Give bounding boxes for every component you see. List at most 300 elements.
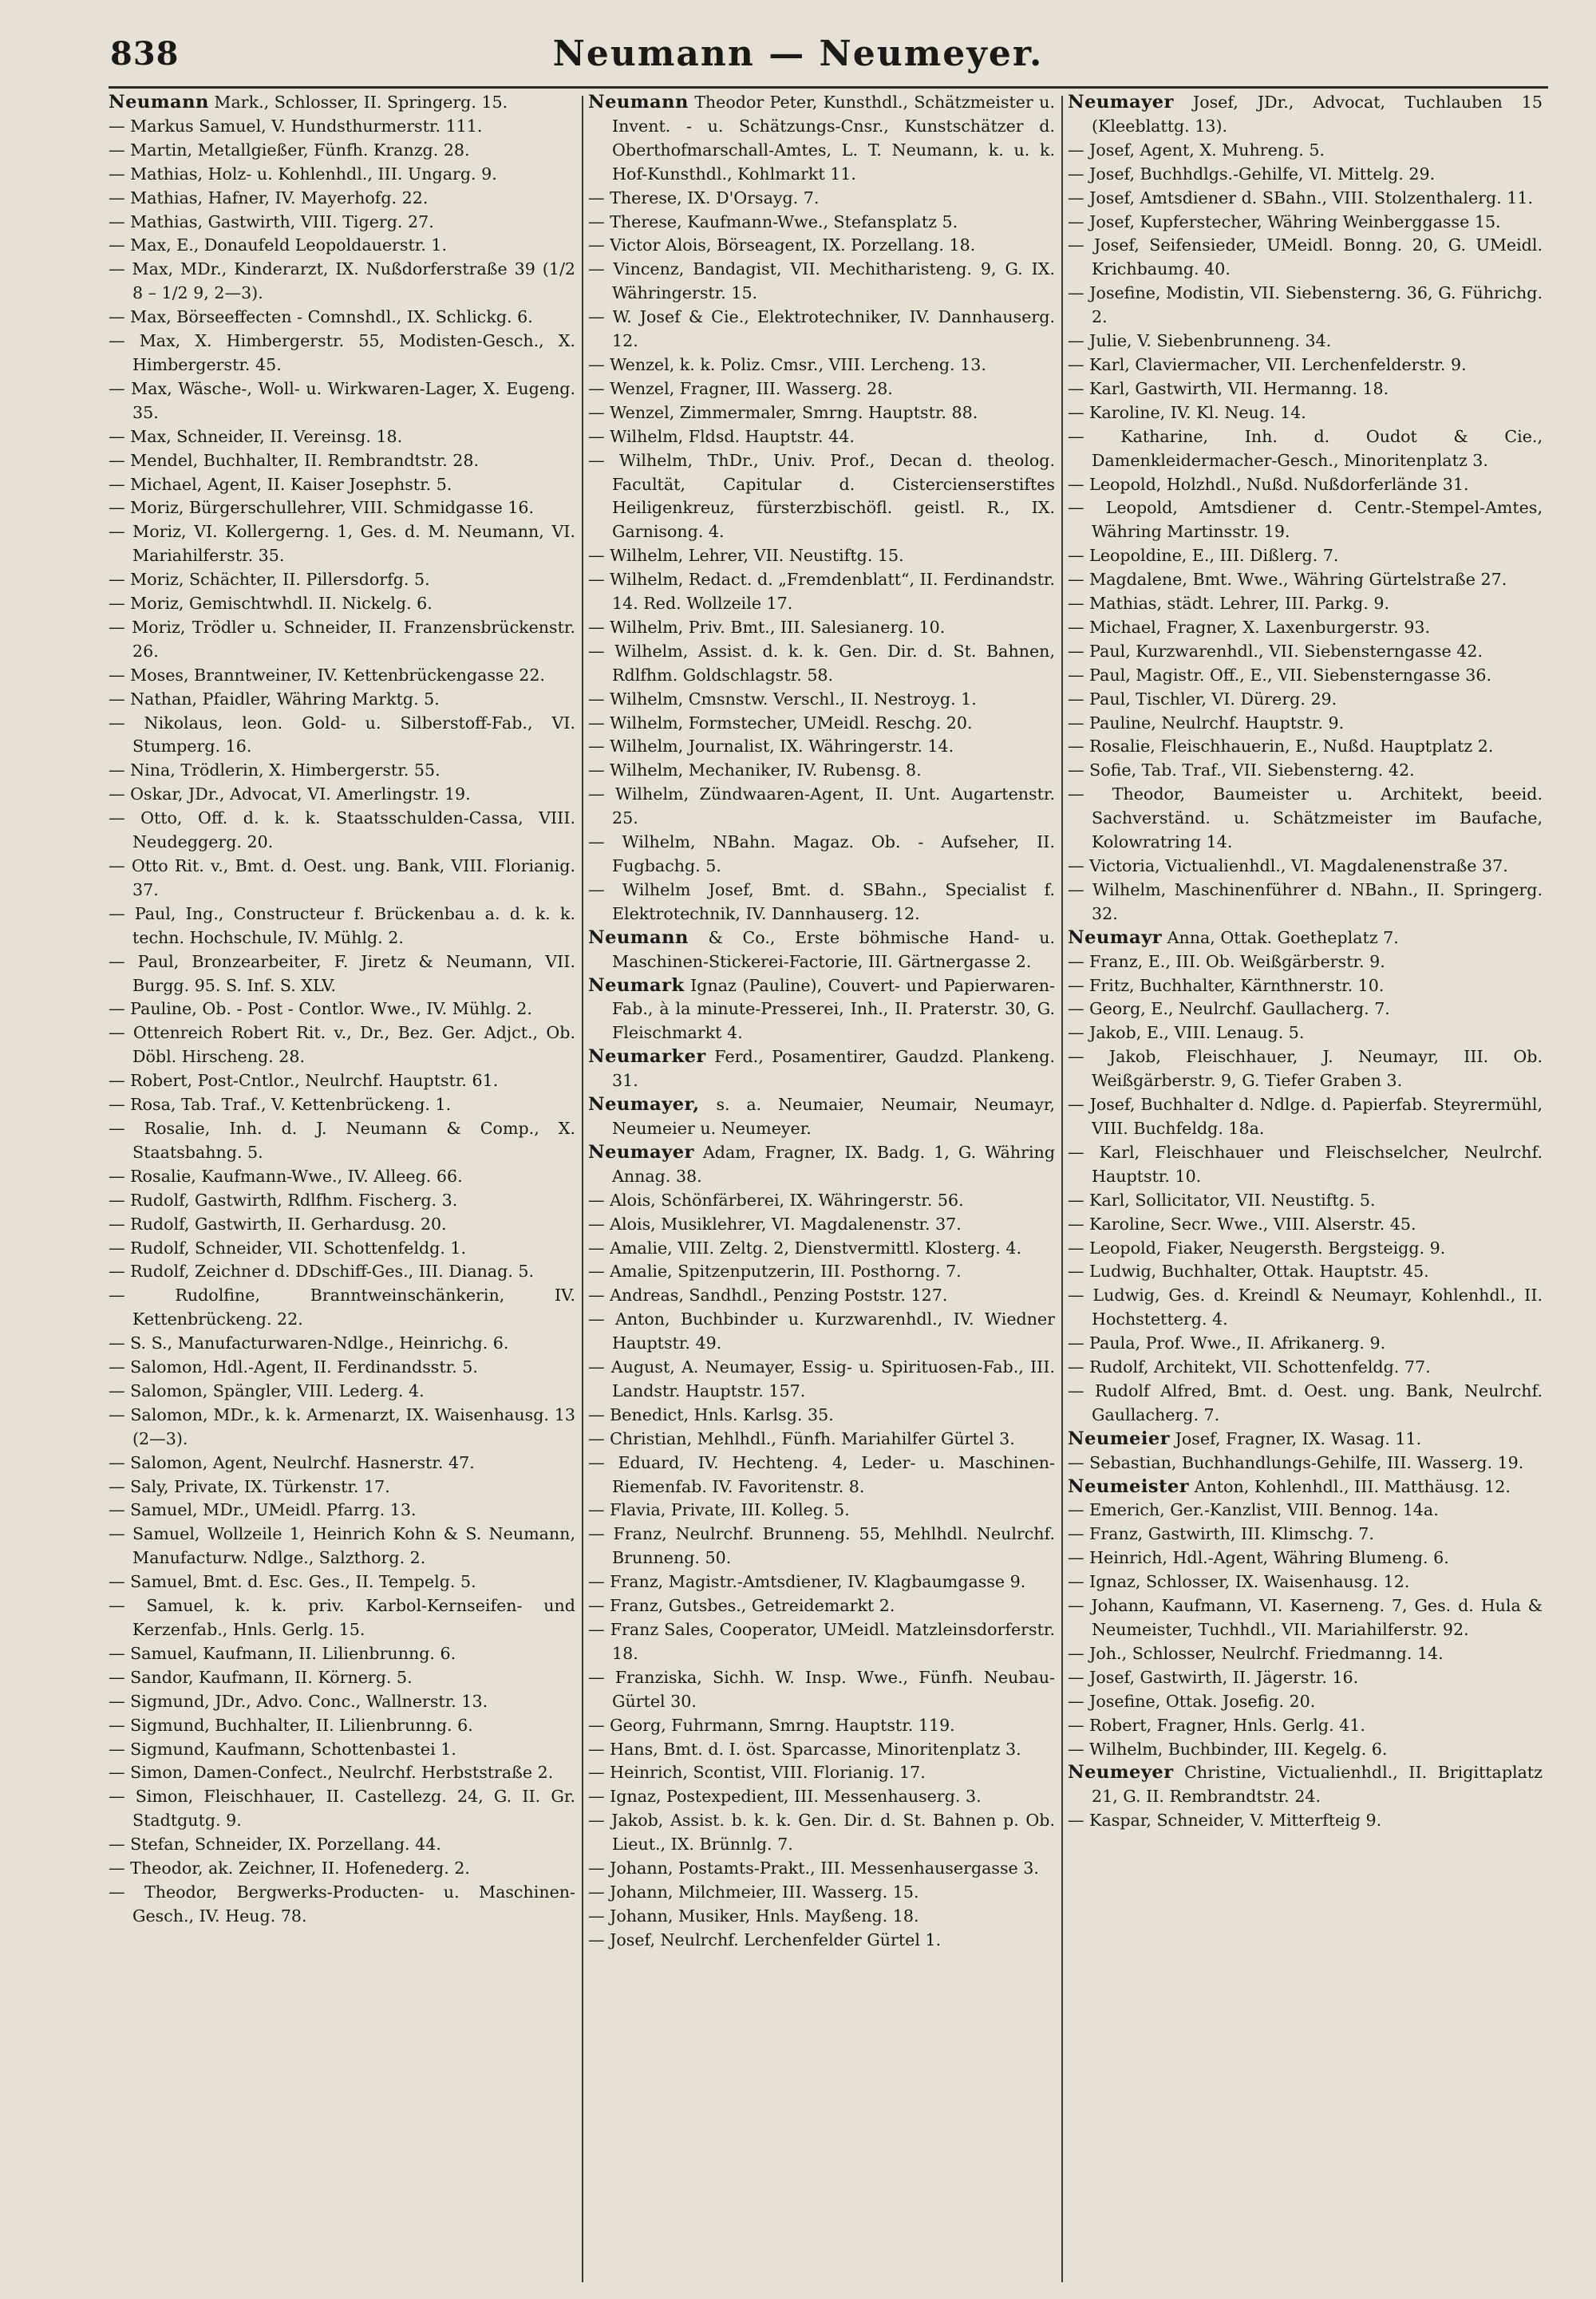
- entry-text: — Sebastian, Buchhandlungs-Gehilfe, III. Wasserg. 19.: [1068, 1452, 1524, 1472]
- entry-text: — August, A. Neumayer, Essig- u. Spirituosen-Fab., III. Landstr. Hauptstr. 157.: [588, 1357, 1055, 1400]
- entry-text: — Theodor, Baumeister u. Architekt, beeid. Sachverständ. u. Schätzmeister im Baufache, Kolowratring 14.: [1068, 784, 1543, 852]
- entry-text: — Sigmund, Kaufmann, Schottenbastei 1.: [109, 1739, 456, 1759]
- directory-entry: [1068, 1332, 1543, 1356]
- entry-text: — Wilhelm, Lehrer, VII. Neustiftg. 15.: [588, 546, 904, 566]
- directory-entry: [109, 1093, 575, 1117]
- directory-entry: [588, 425, 1055, 449]
- directory-entry: [588, 1284, 1055, 1308]
- entry-text: — Karoline, Secr. Wwe., VIII. Alserstr. 45.: [1068, 1214, 1416, 1234]
- directory-entry: [1068, 640, 1543, 664]
- entry-text: — Salomon, MDr., k. k. Armenarzt, IX. Waisenhausg. 13 (2—3).: [109, 1404, 575, 1448]
- entry-text: — Heinrich, Hdl.-Agent, Währing Blumeng. 6.: [1068, 1548, 1449, 1568]
- directory-entry: [1068, 401, 1543, 425]
- directory-entry: [109, 1642, 575, 1666]
- entry-text: — Michael, Agent, II. Kaiser Josephstr. 5.: [109, 474, 452, 494]
- directory-entry: [109, 1475, 575, 1499]
- entry-text: — Wilhelm, Fldsd. Hauptstr. 44.: [588, 426, 855, 446]
- directory-entry: [588, 879, 1055, 926]
- directory-entry: [588, 688, 1055, 712]
- entry-text: — Johann, Postamts-Prakt., III. Messenhausergasse 3.: [588, 1859, 1039, 1878]
- directory-entry: [588, 1761, 1055, 1785]
- entry-text: — Max, Börseeffecten - Comnshdl., IX. Schlickg. 6.: [109, 307, 533, 327]
- directory-entry: [109, 91, 575, 115]
- entry-text: — Franz, E., III. Ob. Weißgärberstr. 9.: [1068, 951, 1385, 971]
- entry-text: — Stefan, Schneider, IX. Porzellang. 44.: [109, 1835, 441, 1855]
- entry-text: — Markus Samuel, V. Hundsthurmerstr. 111.: [109, 116, 483, 136]
- entry-text: Mark., Schlosser, II. Springerg. 15.: [214, 93, 508, 112]
- directory-entry: [1068, 1021, 1543, 1045]
- page-number: 838: [110, 35, 180, 73]
- entry-surname: Neumeyer: [1068, 1762, 1174, 1784]
- entry-text: — Rudolfine, Branntweinschänkerin, IV. Kettenbrückeng. 22.: [109, 1286, 575, 1329]
- directory-entry: [109, 855, 575, 903]
- directory-entry: [588, 1618, 1055, 1666]
- entry-text: — Leopold, Holzhdl., Nußd. Nußdorferlände 31.: [1068, 474, 1469, 494]
- entry-text: — Leopold, Amtsdiener d. Centr.-Stempel-Amtes, Währing Martinsstr. 19.: [1068, 498, 1543, 542]
- entry-text: — Therese, Kaufmann-Wwe., Stefansplatz 5.: [588, 211, 958, 231]
- column-divider: [582, 96, 583, 2282]
- directory-entry: [588, 187, 1055, 211]
- entry-text: — Samuel, Bmt. d. Esc. Ges., II. Tempelg. 5.: [109, 1572, 476, 1592]
- entry-text: — Nikolaus, leon. Gold- u. Silberstoff-Fab., VI. Stumperg. 16.: [109, 713, 575, 756]
- directory-entry: [1068, 1237, 1543, 1261]
- entry-text: Ferd., Posamentirer, Gaudzd. Plankeng. 31.: [612, 1047, 1055, 1091]
- entry-text: — Salomon, Spängler, VIII. Lederg. 4.: [109, 1381, 425, 1400]
- entry-text: — Paul, Kurzwarenhdl., VII. Siebensterngasse 42.: [1068, 641, 1483, 661]
- directory-entry: [109, 903, 575, 950]
- entry-text: — Paula, Prof. Wwe., II. Afrikanerg. 9.: [1068, 1333, 1386, 1353]
- directory-entry: [109, 1165, 575, 1189]
- entry-text: — Amalie, VIII. Zeltg. 2, Dienstvermittl. Klosterg. 4.: [588, 1238, 1022, 1258]
- directory-entry: [109, 664, 575, 688]
- directory-entry: [588, 1857, 1055, 1881]
- entry-text: — Josefine, Modistin, VII. Siebensterng. 36, G. Führichg. 2.: [1068, 283, 1543, 327]
- directory-entry: [1068, 163, 1543, 187]
- entry-text: — Salomon, Hdl.-Agent, II. Ferdinandsstr. 5.: [109, 1357, 478, 1377]
- entry-text: — Victoria, Victualienhdl., VI. Magdalenenstraße 37.: [1068, 856, 1508, 875]
- entry-text: — Franz, Magistr.-Amtsdiener, IV. Klagbaumgasse 9.: [588, 1572, 1026, 1592]
- entry-text: Theodor Peter, Kunsthdl., Schätzmeister u. Invent. - u. Schätzungs-Cnsr., Kunstschätzer d. Oberthofmarschall-Amtes, L. T. Neumann, k. u. k. Hof-Kunsthdl., Kohlmarkt 11.: [612, 93, 1055, 184]
- entry-text: — Rosa, Tab. Traf., V. Kettenbrückeng. 1.: [109, 1095, 452, 1115]
- entry-text: — Wenzel, Fragner, III. Wasserg. 28.: [588, 378, 893, 398]
- directory-entry: [109, 1117, 575, 1165]
- directory-entry: [588, 831, 1055, 879]
- entry-text: — Sigmund, JDr., Advo. Conc., Wallnerstr. 13.: [109, 1691, 488, 1711]
- directory-entry: [1068, 1141, 1543, 1189]
- directory-entry: [588, 306, 1055, 354]
- entry-text: — Nina, Trödlerin, X. Himbergerstr. 55.: [109, 760, 440, 780]
- directory-entry: [109, 1523, 575, 1570]
- directory-entry: [588, 616, 1055, 640]
- entry-text: Adam, Fragner, IX. Badg. 1, G. Währing Annag. 38.: [612, 1142, 1055, 1186]
- entry-text: — Josef, Buchhalter d. Ndlge. d. Papierfab. Steyrermühl, VIII. Buchfeldg. 18a.: [1068, 1095, 1543, 1138]
- directory-entry: [1068, 688, 1543, 712]
- directory-entry: [588, 1045, 1055, 1093]
- directory-entry: [1068, 1809, 1543, 1833]
- directory-entry: [109, 163, 575, 187]
- entry-text: — Josef, Kupferstecher, Währing Weinberggasse 15.: [1068, 211, 1501, 231]
- entry-text: — Jakob, Assist. b. k. k. Gen. Dir. d. St. Bahnen p. Ob. Lieut., IX. Brünnlg. 7.: [588, 1811, 1055, 1855]
- entry-text: — Alois, Musiklehrer, VI. Magdalenenstr. 37.: [588, 1214, 962, 1234]
- entry-text: — Leopold, Fiaker, Neugersth. Bergsteigg. 9.: [1068, 1238, 1446, 1258]
- directory-entry: [1068, 425, 1543, 473]
- entry-text: — Johann, Musiker, Hnls. Mayßeng. 18.: [588, 1906, 919, 1926]
- directory-entry: [588, 1809, 1055, 1857]
- entry-text: — Rudolf, Gastwirth, Rdlfhm. Fischerg. 3.: [109, 1190, 458, 1210]
- entry-text: — Wilhelm, Mechaniker, IV. Rubensg. 8.: [588, 760, 922, 780]
- entry-text: — Emerich, Ger.-Kanzlist, VIII. Bennog. 14a.: [1068, 1500, 1439, 1520]
- entry-text: — Rudolf, Gastwirth, II. Gerhardusg. 20.: [109, 1214, 447, 1234]
- entry-text: — Karl, Sollicitator, VII. Neustiftg. 5.: [1068, 1190, 1376, 1210]
- entry-text: — Rudolf Alfred, Bmt. d. Oest. ung. Bank, Neulrchf. Gaullacherg. 7.: [1068, 1381, 1543, 1424]
- directory-entry: [1068, 712, 1543, 736]
- directory-entry: [1068, 759, 1543, 783]
- entry-text: — Flavia, Private, III. Kolleg. 5.: [588, 1500, 850, 1520]
- entry-text: — Georg, Fuhrmann, Smrng. Hauptstr. 119.: [588, 1715, 955, 1735]
- directory-entry: [1068, 664, 1543, 688]
- directory-entry: [109, 1761, 575, 1785]
- directory-entry: [1068, 879, 1543, 926]
- directory-entry: [109, 115, 575, 139]
- directory-entry: [588, 1141, 1055, 1189]
- directory-entry: [1068, 1523, 1543, 1546]
- column-1: [109, 91, 575, 2285]
- entry-surname: Neumayer: [1068, 92, 1174, 113]
- directory-entry: [588, 1929, 1055, 1953]
- directory-entry: [109, 496, 575, 520]
- directory-entry: [588, 1570, 1055, 1594]
- directory-entry: [588, 1189, 1055, 1213]
- entry-text: — Robert, Fragner, Hnls. Gerlg. 41.: [1068, 1715, 1365, 1735]
- entry-text: — Samuel, Kaufmann, II. Lilienbrunng. 6.: [109, 1643, 456, 1663]
- directory-entry: [109, 1260, 575, 1284]
- directory-entry: [1068, 1045, 1543, 1093]
- directory-entry: [109, 759, 575, 783]
- directory-entry: [1068, 592, 1543, 616]
- entry-text: — Josef, Seifensieder, UMeidl. Bonng. 20, G. UMeidl. Krichbaumg. 40.: [1068, 235, 1543, 279]
- directory-entry: [109, 425, 575, 449]
- entry-text: — Wilhelm, ThDr., Univ. Prof., Decan d. theolog. Facultät, Capitular d. Cistercienserstiftes Heiligenkreuz, fürsterzbischöfl. geistl. R., IX. Garnisong. 4.: [588, 450, 1055, 542]
- directory-entry: [1068, 1428, 1543, 1452]
- directory-entry: [109, 1404, 575, 1452]
- directory-entry: [109, 807, 575, 855]
- directory-entry: [588, 1594, 1055, 1618]
- entry-text: Josef, Fragner, IX. Wasag. 11.: [1175, 1428, 1422, 1448]
- directory-entry: [109, 592, 575, 616]
- entry-text: — Anton, Buchbinder u. Kurzwarenhdl., IV. Wiedner Hauptstr. 49.: [588, 1309, 1055, 1353]
- column-divider: [1061, 96, 1063, 2282]
- entry-text: — Ludwig, Buchhalter, Ottak. Hauptstr. 45.: [1068, 1262, 1429, 1282]
- entry-text: — Moriz, Gemischtwhdl. II. Nickelg. 6.: [109, 594, 433, 614]
- entry-text: — Mathias, Gastwirth, VIII. Tigerg. 27.: [109, 211, 434, 231]
- running-head: Neumann — Neumeyer.: [552, 34, 1044, 74]
- directory-entry: [588, 1356, 1055, 1404]
- entry-text: — Magdalene, Bmt. Wwe., Währing Gürtelstraße 27.: [1068, 570, 1507, 590]
- directory-entry: [109, 1213, 575, 1237]
- entry-text: — Josef, Amtsdiener d. SBahn., VIII. Stolzenthalerg. 11.: [1068, 188, 1534, 207]
- directory-entry: [1068, 187, 1543, 211]
- entry-text: — Rudolf, Zeichner d. DDschiff-Ges., III. Dianag. 5.: [109, 1262, 535, 1282]
- directory-entry: [109, 1666, 575, 1690]
- entry-text: — Ignaz, Schlosser, IX. Waisenhausg. 12.: [1068, 1572, 1410, 1592]
- entry-text: — Oskar, JDr., Advocat, VI. Amerlingstr. 19.: [109, 784, 471, 804]
- directory-entry: [109, 1189, 575, 1213]
- entry-text: — Max, X. Himbergerstr. 55, Modisten-Gesch., X. Himbergerstr. 45.: [109, 331, 575, 374]
- directory-entry: [588, 568, 1055, 616]
- directory-entry: [1068, 1499, 1543, 1523]
- directory-entry: [588, 258, 1055, 306]
- entry-text: — Saly, Private, IX. Türkenstr. 17.: [109, 1476, 390, 1496]
- directory-entry: [1068, 234, 1543, 282]
- directory-entry: [588, 1452, 1055, 1499]
- directory-entry: [1068, 568, 1543, 592]
- entry-text: — Julie, V. Siebenbrunneng. 34.: [1068, 331, 1332, 351]
- entry-text: — Moriz, VI. Kollergerng. 1, Ges. d. M. Neumann, VI. Mariahilferstr. 35.: [109, 522, 575, 566]
- entry-text: — Rudolf, Architekt, VII. Schottenfeldg. 77.: [1068, 1357, 1431, 1377]
- entry-text: — Otto Rit. v., Bmt. d. Oest. ung. Bank, VIII. Florianig. 37.: [109, 856, 575, 899]
- entry-text: — Wilhelm, NBahn. Magaz. Ob. - Aufseher, II. Fugbachg. 5.: [588, 832, 1055, 875]
- entry-text: Josef, JDr., Advocat, Tuchlauben 15 (Kleeblattg. 13).: [1092, 93, 1543, 136]
- directory-entry: [1068, 926, 1543, 950]
- directory-entry: [1068, 1738, 1543, 1762]
- directory-entry: [109, 997, 575, 1021]
- directory-entry: [588, 1738, 1055, 1762]
- entry-text: — Rudolf, Schneider, VII. Schottenfeldg. 1.: [109, 1238, 467, 1258]
- entry-text: — W. Josef & Cie., Elektrotechniker, IV. Dannhauserg. 12.: [588, 307, 1055, 351]
- directory-entry: [1068, 1452, 1543, 1475]
- directory-entry: [109, 1356, 575, 1380]
- directory-entry: [1068, 377, 1543, 401]
- entry-text: — Vincenz, Bandagist, VII. Mechitharisteng. 9, G. IX. Währingerstr. 15.: [588, 259, 1055, 303]
- directory-entry: [1068, 1761, 1543, 1809]
- entry-text: — Josefine, Ottak. Josefig. 20.: [1068, 1691, 1316, 1711]
- directory-entry: [588, 544, 1055, 568]
- entry-text: — Max, E., Donaufeld Leopoldauerstr. 1.: [109, 235, 448, 255]
- entry-text: — Wilhelm, Journalist, IX. Währingerstr. 14.: [588, 737, 954, 756]
- directory-entry: [109, 1690, 575, 1714]
- entry-text: — Franz Sales, Cooperator, UMeidl. Matzleinsdorferstr. 18.: [588, 1620, 1055, 1663]
- directory-entry: [1068, 211, 1543, 235]
- entry-text: — Ottenreich Robert Rit. v., Dr., Bez. Ger. Adjct., Ob. Döbl. Hirscheng. 28.: [109, 1023, 575, 1067]
- directory-entry: [109, 1833, 575, 1857]
- directory-entry: [109, 139, 575, 163]
- entry-surname: Neumark: [588, 974, 685, 996]
- entry-text: & Co., Erste böhmische Hand- u. Maschinen-Stickerei-Factorie, III. Gärtnergasse 2.: [612, 927, 1055, 971]
- directory-entry: [588, 234, 1055, 258]
- entry-surname: Neumeier: [1068, 1428, 1171, 1449]
- entry-text: — Samuel, MDr., UMeidl. Pfarrg. 13.: [109, 1500, 417, 1520]
- directory-entry: [588, 1905, 1055, 1929]
- directory-entry: [1068, 950, 1543, 974]
- directory-entry: [1068, 1642, 1543, 1666]
- entry-text: — Fritz, Buchhalter, Kärnthnerstr. 10.: [1068, 975, 1385, 995]
- directory-entry: [588, 759, 1055, 783]
- directory-entry: [109, 1284, 575, 1332]
- entry-text: — Mathias, Hafner, IV. Mayerhofg. 22.: [109, 188, 429, 207]
- entry-surname: Neumayr: [1068, 926, 1163, 948]
- entry-text: — Christian, Mehlhdl., Fünfh. Mariahilfer Gürtel 3.: [588, 1428, 1015, 1448]
- entry-surname: Neumann: [588, 92, 689, 113]
- directory-entry: [1068, 1380, 1543, 1428]
- entry-text: — Moriz, Schächter, II. Pillersdorfg. 5.: [109, 570, 430, 590]
- directory-entry: [588, 712, 1055, 736]
- entry-text: — Jakob, Fleischhauer, J. Neumayr, III. Ob. Weißgärberstr. 9, G. Tiefer Graben 3.: [1068, 1047, 1543, 1091]
- entry-surname: Neumarker: [588, 1046, 706, 1068]
- directory-entry: [1068, 1213, 1543, 1237]
- entry-text: — Paul, Tischler, VI. Dürerg. 29.: [1068, 689, 1337, 709]
- entry-text: — Mendel, Buchhalter, II. Rembrandtstr. 28.: [109, 450, 480, 470]
- entry-text: — Hans, Bmt. d. I. öst. Sparcasse, Minoritenplatz 3.: [588, 1739, 1021, 1759]
- directory-entry: [1068, 496, 1543, 544]
- directory-entry: [588, 1260, 1055, 1284]
- column-2: [588, 91, 1055, 2285]
- entry-text: — Wilhelm, Formstecher, UMeidl. Reschg. 20.: [588, 713, 973, 733]
- entry-text: Anton, Kohlenhdl., III. Matthäusg. 12.: [1194, 1476, 1511, 1496]
- entry-text: — Karl, Claviermacher, VII. Lerchenfelderstr. 9.: [1068, 354, 1467, 374]
- entry-text: — Mathias, Holz- u. Kohlenhdl., III. Ungarg. 9.: [109, 164, 497, 184]
- entry-text: — Robert, Post-Cntlor., Neulrchf. Hauptstr. 61.: [109, 1071, 499, 1091]
- directory-entry: [1068, 735, 1543, 759]
- directory-entry: [588, 974, 1055, 1046]
- entry-text: — S. S., Manufacturwaren-Ndlge., Heinrichg. 6.: [109, 1333, 509, 1353]
- directory-entry: [1068, 1189, 1543, 1213]
- entry-text: — Max, Wäsche-, Woll- u. Wirkwaren-Lager, X. Eugeng. 35.: [109, 378, 575, 422]
- entry-text: — Wilhelm, Maschinenführer d. NBahn., II. Springerg. 32.: [1068, 879, 1543, 923]
- directory-entry: [588, 1666, 1055, 1714]
- directory-entry: [109, 712, 575, 760]
- entry-text: — Wilhelm, Priv. Bmt., III. Salesianerg. 10.: [588, 617, 946, 637]
- directory-entry: [1068, 1475, 1543, 1499]
- directory-entry: [109, 1714, 575, 1738]
- directory-entry: [588, 1881, 1055, 1905]
- entry-text: — Wenzel, k. k. Poliz. Cmsr., VIII. Lercheng. 13.: [588, 354, 986, 374]
- entry-text: — Wilhelm, Buchbinder, III. Kegelg. 6.: [1068, 1739, 1388, 1759]
- entry-text: — Ludwig, Ges. d. Kreindl & Neumayr, Kohlenhdl., II. Hochstetterg. 4.: [1068, 1286, 1543, 1329]
- entry-text: — Andreas, Sandhdl., Penzing Poststr. 127.: [588, 1286, 948, 1306]
- directory-entry: [109, 473, 575, 497]
- directory-entry: [109, 211, 575, 235]
- entry-text: — Simon, Damen-Confect., Neulrchf. Herbststraße 2.: [109, 1763, 554, 1783]
- entry-text: — Theodor, Bergwerks-Producten- u. Maschinen-Gesch., IV. Heug. 78.: [109, 1882, 575, 1926]
- entry-text: — Joh., Schlosser, Neulrchf. Friedmanng. 14.: [1068, 1643, 1444, 1663]
- entry-text: Ignaz (Pauline), Couvert- und Papierwaren-Fab., à la minute-Presserei, Inh., II. Praterstr. 30, G. Fleischmarkt 4.: [612, 975, 1055, 1043]
- entry-text: — Max, Schneider, II. Vereinsg. 18.: [109, 426, 403, 446]
- directory-entry: [588, 1785, 1055, 1809]
- entry-text: — Otto, Off. d. k. k. Staatsschulden-Cassa, VIII. Neudeggerg. 20.: [109, 808, 575, 852]
- directory-entry: [109, 1380, 575, 1404]
- directory-entry: [109, 1452, 575, 1475]
- entry-text: — Wilhelm, Assist. d. k. k. Gen. Dir. d. St. Bahnen, Rdlfhm. Goldschlagstr. 58.: [588, 641, 1055, 685]
- directory-entry: [109, 377, 575, 425]
- entry-surname: Neumayer,: [588, 1094, 700, 1116]
- directory-entry: [109, 950, 575, 998]
- directory-entry: [588, 1428, 1055, 1452]
- entry-surname: Neumayer: [588, 1141, 694, 1163]
- directory-entry: [1068, 855, 1543, 879]
- entry-text: — Moses, Branntweiner, IV. Kettenbrückengasse 22.: [109, 665, 545, 685]
- entry-text: — Jakob, E., VIII. Lenaug. 5.: [1068, 1023, 1305, 1043]
- entry-text: — Ignaz, Postexpedient, III. Messenhauserg. 3.: [588, 1787, 982, 1807]
- entry-text: — Karl, Fleischhauer und Fleischselcher, Neulrchf. Hauptstr. 10.: [1068, 1142, 1543, 1186]
- entry-text: — Benedict, Hnls. Karlsg. 35.: [588, 1404, 834, 1424]
- directory-entry: [109, 1332, 575, 1356]
- column-3: [1068, 91, 1543, 2285]
- entry-text: s. a. Neumaier, Neumair, Neumayr, Neumeier u. Neumeyer.: [612, 1095, 1055, 1138]
- directory-entry: [1068, 473, 1543, 497]
- entry-text: — Sigmund, Buchhalter, II. Lilienbrunng. 6.: [109, 1715, 473, 1735]
- directory-entry: [588, 1308, 1055, 1356]
- entry-text: — Samuel, k. k. priv. Karbol-Kernseifen- und Kerzenfab., Hnls. Gerlg. 15.: [109, 1596, 575, 1639]
- directory-entry: [109, 1785, 575, 1833]
- directory-entry: [1068, 354, 1543, 377]
- header-rule: [109, 86, 1548, 89]
- directory-entry: [1068, 1570, 1543, 1594]
- directory-entry: [1068, 1594, 1543, 1642]
- directory-entry: [109, 1499, 575, 1523]
- entry-text: — Rosalie, Fleischhauerin, E., Nußd. Hauptplatz 2.: [1068, 737, 1494, 756]
- entry-text: Anna, Ottak. Goetheplatz 7.: [1167, 927, 1399, 947]
- entry-text: — Wilhelm, Zündwaaren-Agent, II. Unt. Augartenstr. 25.: [588, 784, 1055, 828]
- entry-text: — Sofie, Tab. Traf., VII. Siebensterng. 42.: [1068, 760, 1415, 780]
- entry-text: — Moriz, Bürgerschullehrer, VIII. Schmidgasse 16.: [109, 498, 535, 518]
- directory-entry: [109, 330, 575, 377]
- entry-text: — Josef, Agent, X. Muhreng. 5.: [1068, 140, 1325, 160]
- entry-text: — Georg, E., Neulrchf. Gaullacherg. 7.: [1068, 999, 1390, 1019]
- directory-entry: [588, 640, 1055, 688]
- directory-entry: [109, 783, 575, 807]
- entry-text: — Paul, Bronzearbeiter, F. Jiretz & Neumann, VII. Burgg. 95. S. Inf. S. XLV.: [109, 951, 575, 995]
- entry-text: — Rosalie, Inh. d. J. Neumann & Comp., X. Staatsbahng. 5.: [109, 1118, 575, 1162]
- entry-text: — Michael, Fragner, X. Laxenburgerstr. 93.: [1068, 617, 1431, 637]
- entry-text: — Eduard, IV. Hechteng. 4, Leder- u. Maschinen-Riemenfab. IV. Favoritenstr. 8.: [588, 1452, 1055, 1496]
- directory-entry: [109, 306, 575, 330]
- directory-entry: [588, 211, 1055, 235]
- directory-entry: [1068, 1260, 1543, 1284]
- entry-text: — Wenzel, Zimmermaler, Smrng. Hauptstr. 88.: [588, 402, 978, 422]
- entry-text: — Leopoldine, E., III. Dißlerg. 7.: [1068, 546, 1339, 566]
- directory-entry: [109, 1237, 575, 1261]
- entry-text: — Heinrich, Scontist, VIII. Florianig. 17.: [588, 1763, 926, 1783]
- directory-entry: [588, 1404, 1055, 1428]
- columns: [109, 91, 1550, 2285]
- directory-entry: [109, 1594, 575, 1642]
- directory-entry: [588, 1523, 1055, 1570]
- directory-entry: [1068, 139, 1543, 163]
- entry-text: — Paul, Magistr. Off., E., VII. Siebensterngasse 36.: [1068, 665, 1492, 685]
- directory-entry: [1068, 91, 1543, 139]
- directory-entry: [1068, 1284, 1543, 1332]
- entry-text: — Karoline, IV. Kl. Neug. 14.: [1068, 402, 1306, 422]
- directory-entry: [109, 520, 575, 568]
- directory-entry: [109, 449, 575, 473]
- entry-surname: Neumann: [588, 926, 689, 948]
- directory-entry: [588, 1499, 1055, 1523]
- directory-entry: [1068, 330, 1543, 354]
- entry-text: — Victor Alois, Börseagent, IX. Porzellang. 18.: [588, 235, 976, 255]
- entry-text: — Franz, Gutsbes., Getreidemarkt 2.: [588, 1596, 895, 1616]
- directory-entry: [109, 1881, 575, 1929]
- directory-entry: [1068, 997, 1543, 1021]
- directory-entry: [109, 1021, 575, 1069]
- entry-text: — Rosalie, Kaufmann-Wwe., IV. Alleeg. 66.: [109, 1166, 463, 1186]
- directory-entry: [588, 91, 1055, 187]
- directory-entry: [588, 1237, 1055, 1261]
- entry-text: — Johann, Kaufmann, VI. Kaserneng. 7, Ges. d. Hula & Neumeister, Tuchhdl., VII. Mariahilferstr. 92.: [1068, 1596, 1543, 1639]
- directory-entry: [1068, 974, 1543, 998]
- entry-surname: Neumann: [109, 92, 209, 113]
- directory-entry: [588, 735, 1055, 759]
- directory-entry: [1068, 1690, 1543, 1714]
